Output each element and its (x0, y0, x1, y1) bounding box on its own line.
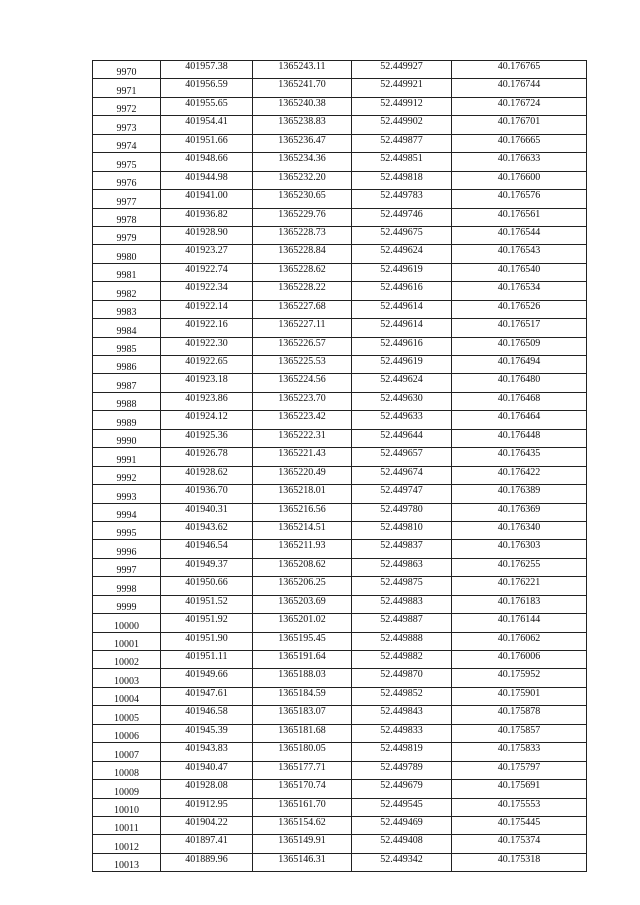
longitude-cell: 40.175691 (452, 780, 587, 798)
longitude-cell: 40.176435 (452, 448, 587, 466)
longitude-cell: 40.176701 (452, 116, 587, 134)
table-row (93, 706, 587, 724)
x-coordinate-cell: 401950.66 (161, 577, 253, 595)
latitude-cell: 52.449833 (352, 724, 452, 742)
longitude-cell: 40.176517 (452, 319, 587, 337)
table-row (93, 429, 587, 447)
table-row (93, 134, 587, 152)
point-number-cell: 10009 (93, 780, 161, 798)
y-coordinate-cell: 1365243.11 (253, 61, 352, 79)
y-coordinate-cell: 1365221.43 (253, 448, 352, 466)
point-number-cell: 9971 (93, 79, 161, 97)
latitude-cell: 52.449619 (352, 356, 452, 374)
latitude-cell: 52.449614 (352, 319, 452, 337)
table-row (93, 171, 587, 189)
point-number-cell: 10005 (93, 706, 161, 724)
table-row (93, 632, 587, 650)
x-coordinate-cell: 401947.61 (161, 687, 253, 705)
latitude-cell: 52.449630 (352, 392, 452, 410)
longitude-cell: 40.176464 (452, 411, 587, 429)
latitude-cell: 52.449921 (352, 79, 452, 97)
y-coordinate-cell: 1365223.42 (253, 411, 352, 429)
x-coordinate-cell: 401928.08 (161, 780, 253, 798)
latitude-cell: 52.449818 (352, 171, 452, 189)
point-number-cell: 9992 (93, 466, 161, 484)
x-coordinate-cell: 401904.22 (161, 816, 253, 834)
latitude-cell: 52.449342 (352, 853, 452, 871)
latitude-cell: 52.449624 (352, 245, 452, 263)
longitude-cell: 40.176765 (452, 61, 587, 79)
point-number-cell: 9977 (93, 190, 161, 208)
longitude-cell: 40.176665 (452, 134, 587, 152)
x-coordinate-cell: 401955.65 (161, 97, 253, 115)
longitude-cell: 40.175445 (452, 816, 587, 834)
longitude-cell: 40.175318 (452, 853, 587, 871)
latitude-cell: 52.449851 (352, 153, 452, 171)
point-number-cell: 9994 (93, 503, 161, 521)
point-number-cell: 10001 (93, 632, 161, 650)
y-coordinate-cell: 1365238.83 (253, 116, 352, 134)
latitude-cell: 52.449614 (352, 300, 452, 318)
y-coordinate-cell: 1365208.62 (253, 558, 352, 576)
longitude-cell: 40.175833 (452, 743, 587, 761)
point-number-cell: 10000 (93, 614, 161, 632)
latitude-cell: 52.449545 (352, 798, 452, 816)
y-coordinate-cell: 1365230.65 (253, 190, 352, 208)
point-number-cell: 9993 (93, 485, 161, 503)
latitude-cell: 52.449747 (352, 485, 452, 503)
x-coordinate-cell: 401946.58 (161, 706, 253, 724)
x-coordinate-cell: 401951.11 (161, 651, 253, 669)
longitude-cell: 40.176468 (452, 392, 587, 410)
table-row (93, 614, 587, 632)
table-row (93, 153, 587, 171)
table-row (93, 97, 587, 115)
point-number-cell: 9970 (93, 61, 161, 79)
table-row (93, 780, 587, 798)
latitude-cell: 52.449633 (352, 411, 452, 429)
x-coordinate-cell: 401956.59 (161, 79, 253, 97)
table-row (93, 816, 587, 834)
y-coordinate-cell: 1365218.01 (253, 485, 352, 503)
y-coordinate-cell: 1365214.51 (253, 521, 352, 539)
y-coordinate-cell: 1365228.22 (253, 282, 352, 300)
latitude-cell: 52.449819 (352, 743, 452, 761)
longitude-cell: 40.175857 (452, 724, 587, 742)
table-row (93, 558, 587, 576)
x-coordinate-cell: 401922.74 (161, 263, 253, 281)
y-coordinate-cell: 1365180.05 (253, 743, 352, 761)
latitude-cell: 52.449789 (352, 761, 452, 779)
table-row (93, 61, 587, 79)
y-coordinate-cell: 1365203.69 (253, 595, 352, 613)
x-coordinate-cell: 401949.37 (161, 558, 253, 576)
y-coordinate-cell: 1365232.20 (253, 171, 352, 189)
point-number-cell: 9978 (93, 208, 161, 226)
latitude-cell: 52.449674 (352, 466, 452, 484)
y-coordinate-cell: 1365234.36 (253, 153, 352, 171)
y-coordinate-cell: 1365184.59 (253, 687, 352, 705)
point-number-cell: 9983 (93, 300, 161, 318)
y-coordinate-cell: 1365225.53 (253, 356, 352, 374)
point-number-cell: 9972 (93, 97, 161, 115)
latitude-cell: 52.449927 (352, 61, 452, 79)
x-coordinate-cell: 401954.41 (161, 116, 253, 134)
x-coordinate-cell: 401922.30 (161, 337, 253, 355)
y-coordinate-cell: 1365154.62 (253, 816, 352, 834)
x-coordinate-cell: 401925.36 (161, 429, 253, 447)
x-coordinate-cell: 401923.27 (161, 245, 253, 263)
y-coordinate-cell: 1365170.74 (253, 780, 352, 798)
y-coordinate-cell: 1365211.93 (253, 540, 352, 558)
longitude-cell: 40.175797 (452, 761, 587, 779)
x-coordinate-cell: 401951.90 (161, 632, 253, 650)
longitude-cell: 40.176303 (452, 540, 587, 558)
table-row (93, 282, 587, 300)
longitude-cell: 40.175952 (452, 669, 587, 687)
x-coordinate-cell: 401940.31 (161, 503, 253, 521)
table-row (93, 743, 587, 761)
y-coordinate-cell: 1365240.38 (253, 97, 352, 115)
point-number-cell: 10002 (93, 651, 161, 669)
y-coordinate-cell: 1365222.31 (253, 429, 352, 447)
x-coordinate-cell: 401926.78 (161, 448, 253, 466)
longitude-cell: 40.176600 (452, 171, 587, 189)
table-row (93, 374, 587, 392)
y-coordinate-cell: 1365228.62 (253, 263, 352, 281)
table-row (93, 687, 587, 705)
latitude-cell: 52.449887 (352, 614, 452, 632)
point-number-cell: 9986 (93, 356, 161, 374)
x-coordinate-cell: 401928.62 (161, 466, 253, 484)
table-row (93, 853, 587, 871)
longitude-cell: 40.176340 (452, 521, 587, 539)
point-number-cell: 9985 (93, 337, 161, 355)
latitude-cell: 52.449902 (352, 116, 452, 134)
latitude-cell: 52.449882 (352, 651, 452, 669)
point-number-cell: 9989 (93, 411, 161, 429)
table-row (93, 337, 587, 355)
y-coordinate-cell: 1365229.76 (253, 208, 352, 226)
table-row (93, 79, 587, 97)
x-coordinate-cell: 401957.38 (161, 61, 253, 79)
y-coordinate-cell: 1365201.02 (253, 614, 352, 632)
longitude-cell: 40.176526 (452, 300, 587, 318)
x-coordinate-cell: 401949.66 (161, 669, 253, 687)
latitude-cell: 52.449852 (352, 687, 452, 705)
latitude-cell: 52.449863 (352, 558, 452, 576)
point-number-cell: 9990 (93, 429, 161, 447)
longitude-cell: 40.176509 (452, 337, 587, 355)
y-coordinate-cell: 1365236.47 (253, 134, 352, 152)
y-coordinate-cell: 1365149.91 (253, 835, 352, 853)
x-coordinate-cell: 401940.47 (161, 761, 253, 779)
table-row (93, 300, 587, 318)
x-coordinate-cell: 401944.98 (161, 171, 253, 189)
latitude-cell: 52.449783 (352, 190, 452, 208)
y-coordinate-cell: 1365188.03 (253, 669, 352, 687)
point-number-cell: 10004 (93, 687, 161, 705)
x-coordinate-cell: 401912.95 (161, 798, 253, 816)
longitude-cell: 40.176144 (452, 614, 587, 632)
x-coordinate-cell: 401922.16 (161, 319, 253, 337)
point-number-cell: 9976 (93, 171, 161, 189)
y-coordinate-cell: 1365227.68 (253, 300, 352, 318)
x-coordinate-cell: 401946.54 (161, 540, 253, 558)
table-row (93, 356, 587, 374)
latitude-cell: 52.449888 (352, 632, 452, 650)
table-row (93, 319, 587, 337)
table-row (93, 835, 587, 853)
x-coordinate-cell: 401889.96 (161, 853, 253, 871)
longitude-cell: 40.176062 (452, 632, 587, 650)
latitude-cell: 52.449469 (352, 816, 452, 834)
longitude-cell: 40.176006 (452, 651, 587, 669)
longitude-cell: 40.176744 (452, 79, 587, 97)
longitude-cell: 40.176369 (452, 503, 587, 521)
latitude-cell: 52.449616 (352, 337, 452, 355)
longitude-cell: 40.176561 (452, 208, 587, 226)
x-coordinate-cell: 401936.82 (161, 208, 253, 226)
longitude-cell: 40.176633 (452, 153, 587, 171)
table-row (93, 595, 587, 613)
x-coordinate-cell: 401943.83 (161, 743, 253, 761)
longitude-cell: 40.176255 (452, 558, 587, 576)
latitude-cell: 52.449616 (352, 282, 452, 300)
x-coordinate-cell: 401951.66 (161, 134, 253, 152)
point-number-cell: 10013 (93, 853, 161, 871)
table-row (93, 245, 587, 263)
longitude-cell: 40.176543 (452, 245, 587, 263)
x-coordinate-cell: 401951.92 (161, 614, 253, 632)
table-row (93, 226, 587, 244)
longitude-cell: 40.175374 (452, 835, 587, 853)
table-row (93, 392, 587, 410)
y-coordinate-cell: 1365227.11 (253, 319, 352, 337)
longitude-cell: 40.175901 (452, 687, 587, 705)
y-coordinate-cell: 1365228.73 (253, 226, 352, 244)
point-number-cell: 9974 (93, 134, 161, 152)
x-coordinate-cell: 401922.34 (161, 282, 253, 300)
x-coordinate-cell: 401897.41 (161, 835, 253, 853)
table-row (93, 651, 587, 669)
point-number-cell: 9988 (93, 392, 161, 410)
point-number-cell: 9999 (93, 595, 161, 613)
x-coordinate-cell: 401923.86 (161, 392, 253, 410)
latitude-cell: 52.449644 (352, 429, 452, 447)
table-row (93, 208, 587, 226)
point-number-cell: 10012 (93, 835, 161, 853)
latitude-cell: 52.449912 (352, 97, 452, 115)
coordinates-table (92, 60, 587, 872)
point-number-cell: 9997 (93, 558, 161, 576)
y-coordinate-cell: 1365220.49 (253, 466, 352, 484)
table-row (93, 116, 587, 134)
x-coordinate-cell: 401924.12 (161, 411, 253, 429)
longitude-cell: 40.176544 (452, 226, 587, 244)
table-row (93, 263, 587, 281)
x-coordinate-cell: 401922.65 (161, 356, 253, 374)
table-row (93, 448, 587, 466)
longitude-cell: 40.176448 (452, 429, 587, 447)
longitude-cell: 40.176480 (452, 374, 587, 392)
longitude-cell: 40.176540 (452, 263, 587, 281)
coordinates-table-body (93, 61, 587, 872)
y-coordinate-cell: 1365161.70 (253, 798, 352, 816)
y-coordinate-cell: 1365195.45 (253, 632, 352, 650)
point-number-cell: 10010 (93, 798, 161, 816)
x-coordinate-cell: 401948.66 (161, 153, 253, 171)
point-number-cell: 9996 (93, 540, 161, 558)
latitude-cell: 52.449408 (352, 835, 452, 853)
y-coordinate-cell: 1365216.56 (253, 503, 352, 521)
latitude-cell: 52.449746 (352, 208, 452, 226)
table-row (93, 669, 587, 687)
table-row (93, 411, 587, 429)
latitude-cell: 52.449870 (352, 669, 452, 687)
longitude-cell: 40.175878 (452, 706, 587, 724)
table-row (93, 724, 587, 742)
latitude-cell: 52.449619 (352, 263, 452, 281)
latitude-cell: 52.449875 (352, 577, 452, 595)
longitude-cell: 40.176221 (452, 577, 587, 595)
latitude-cell: 52.449877 (352, 134, 452, 152)
point-number-cell: 9991 (93, 448, 161, 466)
longitude-cell: 40.176494 (452, 356, 587, 374)
x-coordinate-cell: 401922.14 (161, 300, 253, 318)
x-coordinate-cell: 401943.62 (161, 521, 253, 539)
point-number-cell: 10003 (93, 669, 161, 687)
latitude-cell: 52.449810 (352, 521, 452, 539)
y-coordinate-cell: 1365191.64 (253, 651, 352, 669)
y-coordinate-cell: 1365228.84 (253, 245, 352, 263)
y-coordinate-cell: 1365177.71 (253, 761, 352, 779)
table-row (93, 798, 587, 816)
x-coordinate-cell: 401941.00 (161, 190, 253, 208)
point-number-cell: 9984 (93, 319, 161, 337)
point-number-cell: 10006 (93, 724, 161, 742)
point-number-cell: 9982 (93, 282, 161, 300)
y-coordinate-cell: 1365206.25 (253, 577, 352, 595)
point-number-cell: 9987 (93, 374, 161, 392)
point-number-cell: 10011 (93, 816, 161, 834)
point-number-cell: 9980 (93, 245, 161, 263)
point-number-cell: 9973 (93, 116, 161, 134)
latitude-cell: 52.449624 (352, 374, 452, 392)
table-row (93, 485, 587, 503)
y-coordinate-cell: 1365181.68 (253, 724, 352, 742)
point-number-cell: 9975 (93, 153, 161, 171)
y-coordinate-cell: 1365226.57 (253, 337, 352, 355)
longitude-cell: 40.176576 (452, 190, 587, 208)
point-number-cell: 9998 (93, 577, 161, 595)
x-coordinate-cell: 401928.90 (161, 226, 253, 244)
latitude-cell: 52.449883 (352, 595, 452, 613)
table-row (93, 466, 587, 484)
latitude-cell: 52.449657 (352, 448, 452, 466)
longitude-cell: 40.176183 (452, 595, 587, 613)
x-coordinate-cell: 401923.18 (161, 374, 253, 392)
table-row (93, 503, 587, 521)
x-coordinate-cell: 401945.39 (161, 724, 253, 742)
point-number-cell: 9979 (93, 226, 161, 244)
point-number-cell: 10008 (93, 761, 161, 779)
latitude-cell: 52.449837 (352, 540, 452, 558)
longitude-cell: 40.176389 (452, 485, 587, 503)
table-row (93, 577, 587, 595)
point-number-cell: 9981 (93, 263, 161, 281)
x-coordinate-cell: 401951.52 (161, 595, 253, 613)
longitude-cell: 40.176534 (452, 282, 587, 300)
x-coordinate-cell: 401936.70 (161, 485, 253, 503)
table-row (93, 540, 587, 558)
y-coordinate-cell: 1365146.31 (253, 853, 352, 871)
longitude-cell: 40.176422 (452, 466, 587, 484)
y-coordinate-cell: 1365241.70 (253, 79, 352, 97)
longitude-cell: 40.175553 (452, 798, 587, 816)
y-coordinate-cell: 1365183.07 (253, 706, 352, 724)
table-row (93, 190, 587, 208)
latitude-cell: 52.449675 (352, 226, 452, 244)
latitude-cell: 52.449780 (352, 503, 452, 521)
latitude-cell: 52.449679 (352, 780, 452, 798)
point-number-cell: 10007 (93, 743, 161, 761)
table-row (93, 521, 587, 539)
y-coordinate-cell: 1365224.56 (253, 374, 352, 392)
longitude-cell: 40.176724 (452, 97, 587, 115)
point-number-cell: 9995 (93, 521, 161, 539)
table-row (93, 761, 587, 779)
latitude-cell: 52.449843 (352, 706, 452, 724)
y-coordinate-cell: 1365223.70 (253, 392, 352, 410)
